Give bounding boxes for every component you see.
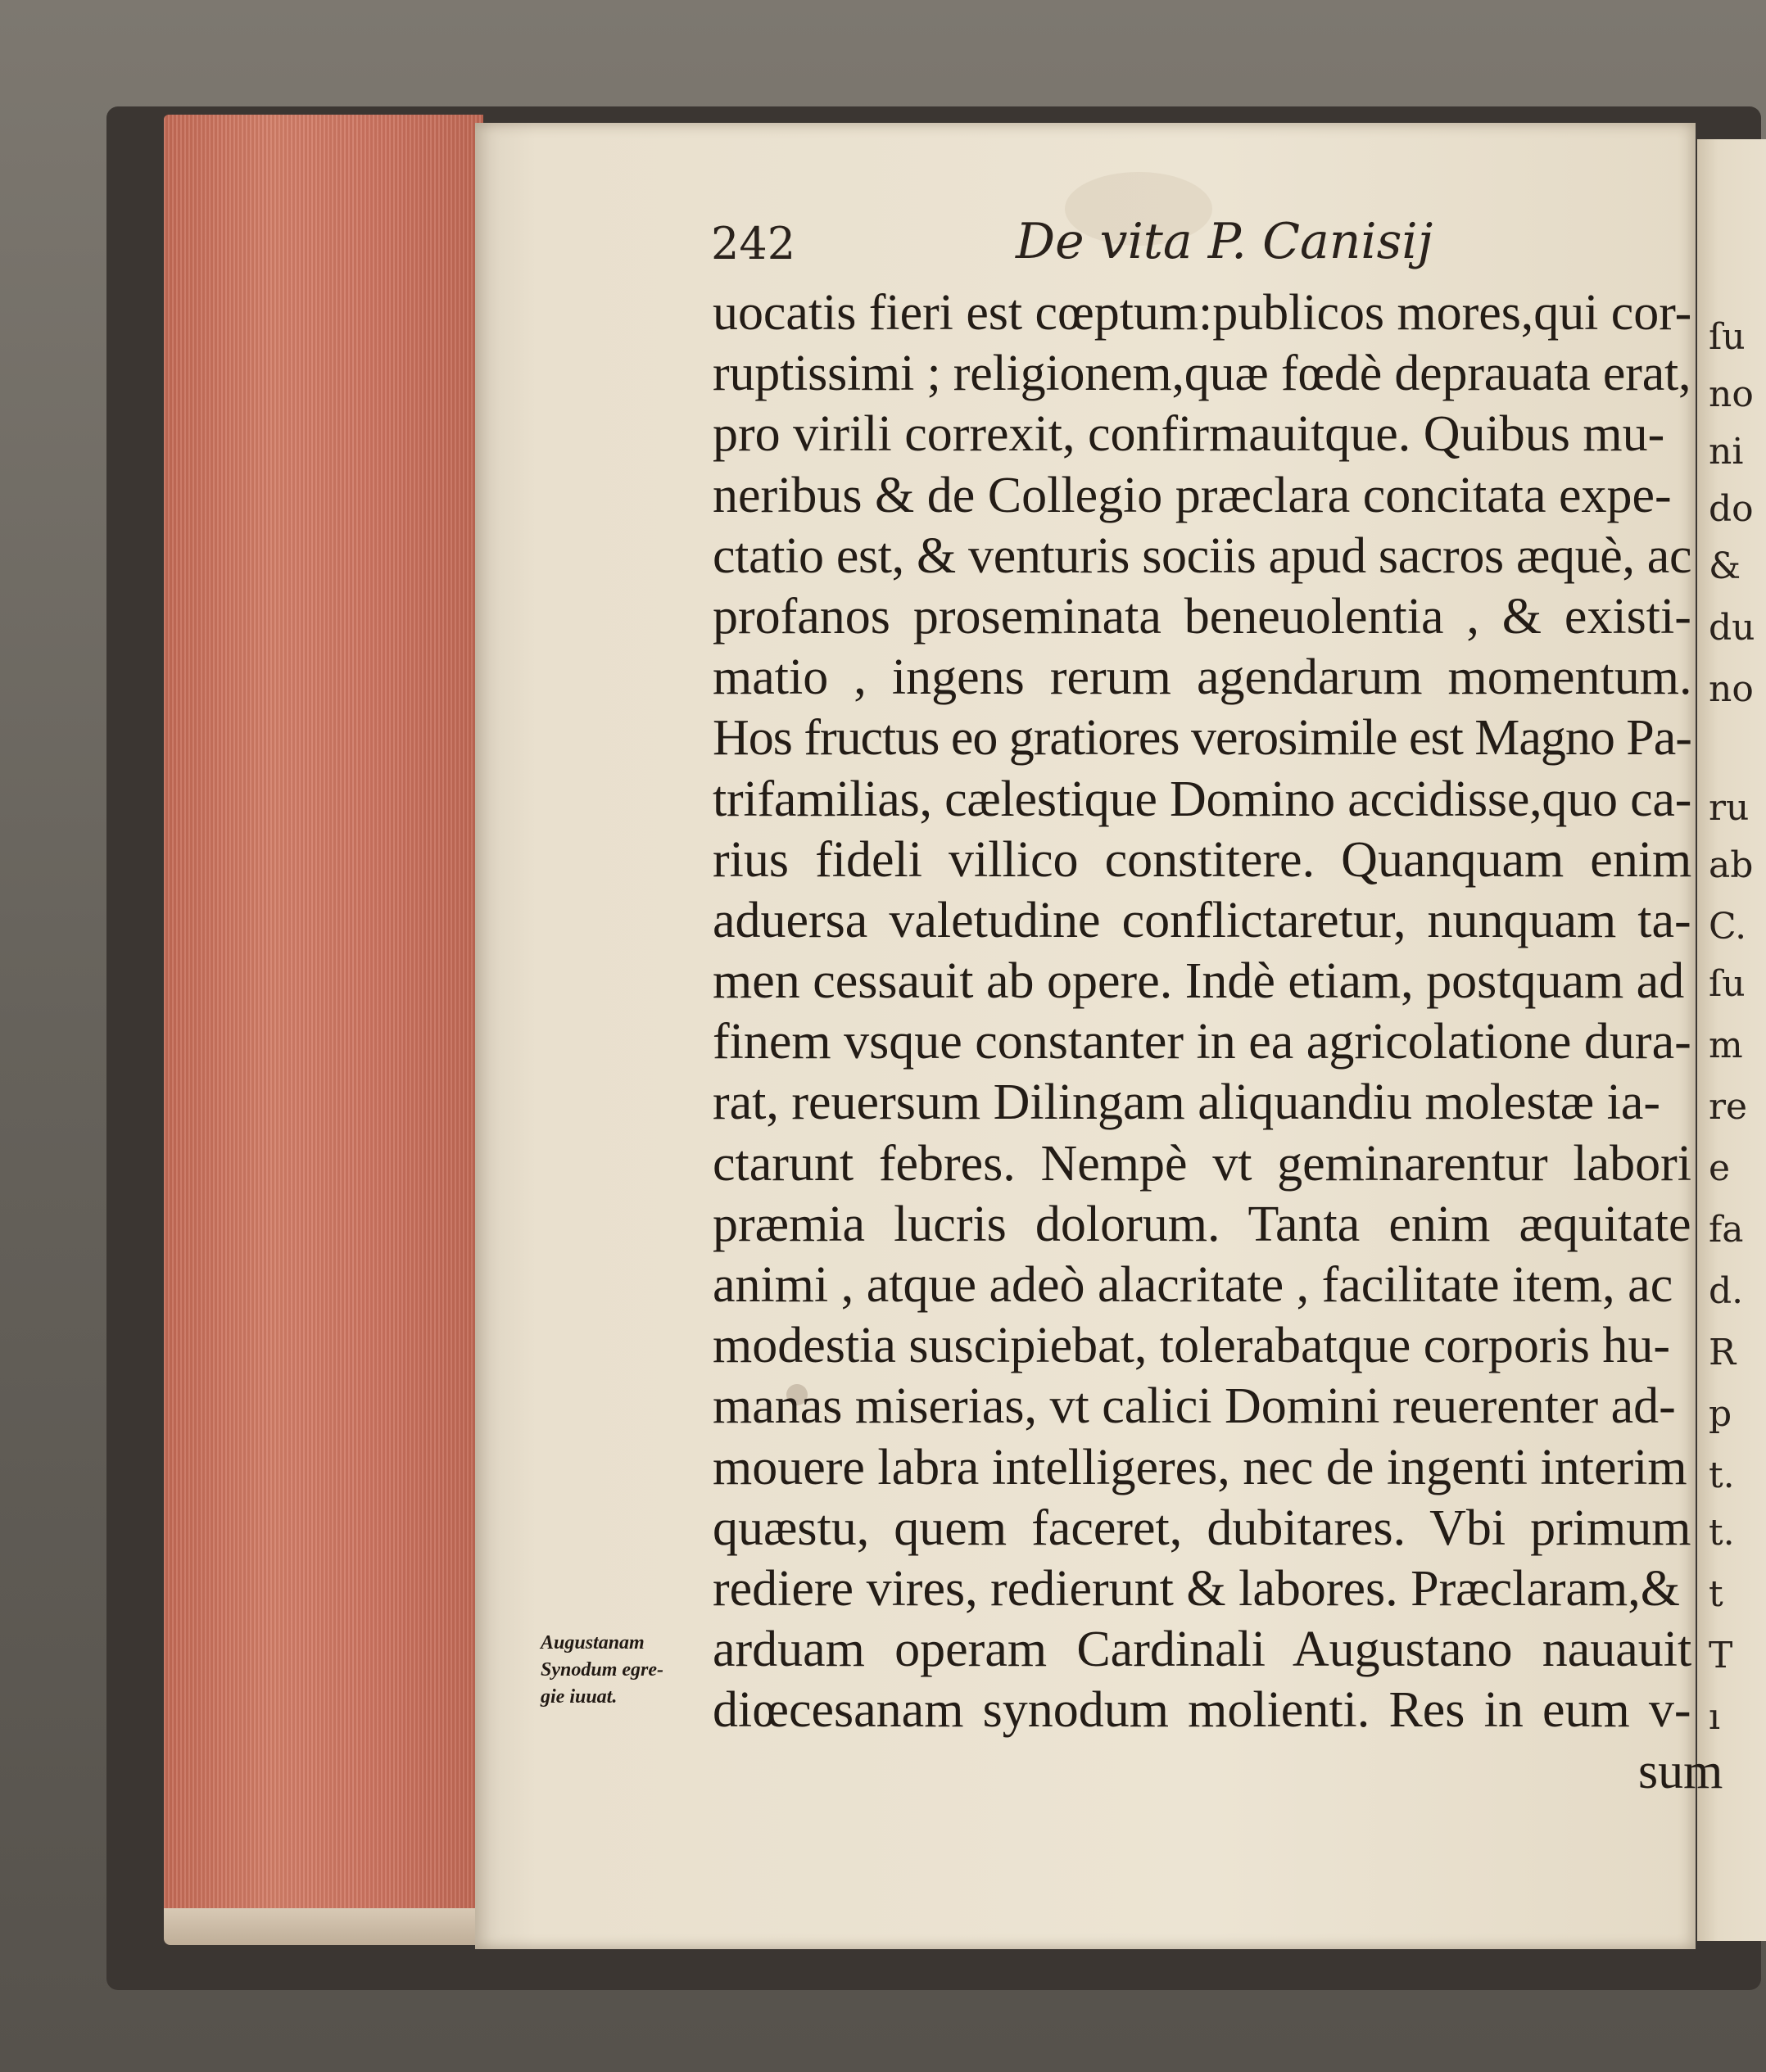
text-line: arduam operam Cardinali Augustano nauauit: [713, 1622, 1692, 1678]
facing-page-fragment: d.: [1709, 1270, 1744, 1312]
facing-page-fragment: do: [1709, 488, 1754, 530]
facing-page-fragment: re: [1709, 1086, 1748, 1128]
facing-page-fragment: ru: [1709, 787, 1750, 829]
facing-page-fragment: p: [1709, 1393, 1732, 1435]
text-line: uocatis fieri est cœptum:publicos mores,qui cor-: [713, 285, 1692, 341]
facing-page-fragment: du: [1709, 607, 1755, 649]
facing-page-fragment: ſu: [1709, 963, 1746, 1005]
facing-page-fragment: t.: [1709, 1454, 1735, 1496]
text-line: diœcesanam synodum molienti. Res in eum v-: [713, 1682, 1691, 1739]
facing-page-fragment: T: [1709, 1635, 1733, 1676]
facing-page-fragment: R: [1709, 1332, 1737, 1373]
text-line: men cessauit ab opere. Indè etiam, postquam ad: [713, 953, 1685, 1010]
facing-page-fragment: ni: [1709, 431, 1744, 473]
text-line: rat, reuersum Dilingam aliquandiu molestæ ia-: [713, 1074, 1661, 1131]
text-line: finem vsque constanter in ea agricolatione dura-: [713, 1014, 1691, 1070]
margin-note: [541, 1630, 713, 1711]
margin-note-line: Synodum egre-: [541, 1659, 663, 1681]
text-line: pro virili correxit, confirmauitque. Quibus mu-: [713, 406, 1665, 463]
text-line: modestia suscipiebat, tolerabatque corporis hu-: [713, 1318, 1671, 1374]
text-line: profanos proseminata beneuolentia , & existi-: [713, 588, 1691, 645]
facing-page-fragment: t: [1709, 1573, 1723, 1615]
text-line: trifamilias, cælestique Domino accidisse,quo ca-: [713, 771, 1692, 827]
margin-note-line: gie iuuat.: [541, 1686, 618, 1708]
facing-page-fragment: no: [1709, 668, 1754, 710]
text-line: Hos fructus eo gratiores verosimile est Magno Pa-: [713, 710, 1691, 767]
red-page-edges: [164, 115, 483, 1941]
facing-page-fragment: e: [1709, 1147, 1731, 1189]
facing-page-fragment: fa: [1709, 1209, 1744, 1251]
facing-page-fragment: ab: [1709, 844, 1754, 886]
facing-page-fragment: t.: [1709, 1512, 1735, 1554]
text-line: neribus & de Collegio præclara concitata expe-: [713, 467, 1672, 523]
text-line: matio , ingens rerum agendarum momentum.: [713, 649, 1692, 706]
facing-page-fragment: ſu: [1709, 316, 1746, 358]
text-line: rediere vires, redierunt & labores. Præclaram,&: [713, 1560, 1680, 1617]
text-line: ruptissimi ; religionem,quæ fœdè deprauata erat,: [713, 346, 1691, 402]
page-number: 242: [711, 218, 796, 269]
facing-page-fragment: C.: [1709, 906, 1747, 948]
body-text: [713, 283, 1723, 1802]
running-title: De vita P. Canisij: [1016, 213, 1433, 270]
text-line: quæstu, quem faceret, dubitares. Vbi primum: [713, 1500, 1691, 1556]
text-line: manas miserias, vt calici Domini reuerenter ad-: [713, 1378, 1676, 1435]
show-through-text: [532, 819, 539, 847]
text-line: ctarunt febres. Nempè vt geminarentur labori: [713, 1135, 1691, 1192]
page-edges-bottom: [164, 1908, 483, 1945]
text-line: ctatio est, & venturis sociis apud sacros æquè, ac: [713, 527, 1692, 584]
facing-page-fragment: &: [1709, 545, 1741, 587]
facing-page-fragment: m: [1709, 1025, 1743, 1066]
text-line: præmia lucris dolorum. Tanta enim æquitate: [713, 1196, 1691, 1252]
text-line: aduersa valetudine conflictaretur, nunquam ta-: [713, 892, 1691, 948]
text-line: animi , atque adeò alacritate , facilitate item, ac: [713, 1257, 1673, 1313]
text-line: sum: [1638, 1743, 1723, 1799]
text-line: mouere labra intelligeres, nec de ingenti interim: [713, 1439, 1687, 1495]
facing-page-fragment: no: [1709, 373, 1754, 415]
text-line: rius fideli villico constitere. Quanquam enim: [713, 831, 1692, 888]
margin-note-line: Augustanam: [541, 1632, 645, 1654]
running-head: [711, 213, 1448, 274]
facing-page-fragment: ı: [1709, 1696, 1721, 1738]
